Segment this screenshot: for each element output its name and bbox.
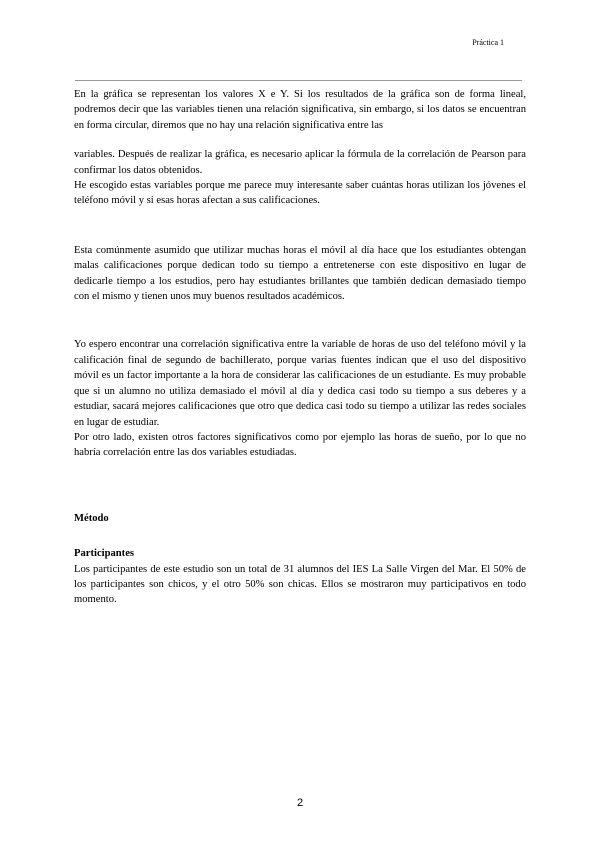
spacer (74, 526, 526, 546)
spacer (74, 209, 526, 243)
paragraph-assumption: Esta comúnmente asumido que utilizar muchas horas el móvil al día hace que los estudiantes obtengan malas calificaciones porque dedican todo su tiempo a entretenerse con este dispositivo en lugar de dedicarle tiempo a los estudios, pero hay estudiantes brillantes que también dedican demasiado tiempo con el mismo y tienen unos muy buenos resultados académicos. (74, 244, 526, 303)
running-header: Práctica 1 (472, 38, 504, 47)
spacer (74, 461, 526, 511)
paragraph-variable-choice: He escogido estas variables porque me parece muy interesante saber cuántas horas utilizan los jóvenes el teléfono móvil y si esas horas afectan a sus calificaciones. (74, 180, 526, 207)
heading-method: Método (74, 512, 109, 524)
heading-participants: Participantes (74, 548, 135, 560)
paragraph-participants: Los participantes de este estudio son un total de 31 alumnos del IES La Salle Virgen del Mar. El 50% de los participantes son chicos, y el otro 50% son chicas. Ellos se mostraron muy participativos en todo momento. (74, 563, 526, 606)
paragraph-pearson: variables. Después de realizar la gráfica, es necesario aplicar la fórmula de la correlación de Pearson para confirmar los datos obtenidos. (74, 149, 526, 176)
spacer (74, 304, 526, 337)
header-rule (75, 80, 522, 81)
page-number: 2 (296, 797, 304, 809)
paragraph-graph-description: En la gráfica se representan los valores X e Y. Si los resultados de la gráfica son de forma lineal, podremos decir que las variables tienen una relación significativa, sin embargo, si los datos se encuentran en forma circular, diremos que no hay una relación significativa entre las (74, 89, 526, 131)
paragraph-other-factors: Por otro lado, existen otros factores significativos como por ejemplo las horas de sueño, por lo que no habría correlación entre las dos variables estudiadas. (74, 431, 526, 459)
paragraph-hypothesis: Yo espero encontrar una correlación significativa entre la variable de horas de uso del teléfono móvil y la calificación final de segundo de bachillerato, porque varias fuentes indican que el uso del dispositivo móvil es un factor importante a la hora de considerar las calificaciones de un estudiante. Es muy probable que si un alumno no utiliza demasiado el móvil al día y dedica casi todo su tiempo a sus deberes y a estudiar, sacará mejores calificaciones que otro que dedica casi todo su tiempo a utilizar las redes sociales en lugar de estudiar. (74, 339, 526, 428)
document-body (74, 87, 526, 608)
spacer (74, 133, 526, 147)
